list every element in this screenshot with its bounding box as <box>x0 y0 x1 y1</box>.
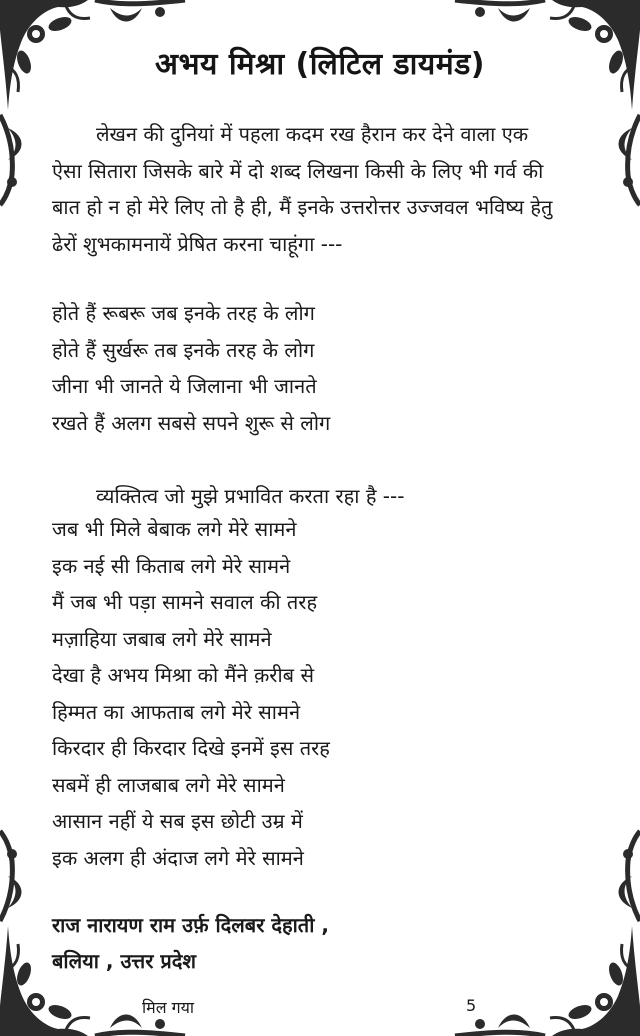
poem-line: होते हैं सुर्खरू तब इनके तरह के लोग <box>52 337 315 362</box>
poem-line: आसान नहीं ये सब इस छोटी उम्र में <box>52 809 303 833</box>
poem-line: देखा है अभय मिश्रा को मैंने क़रीब से <box>52 663 314 687</box>
poem-line: होते हैं रूबरू जब इनके तरह के लोग <box>52 301 315 325</box>
poem-line: इक अलग ही अंदाज लगे मेरे सामने <box>52 845 304 870</box>
intro-line: बात हो न हो मेरे लिए तो है ही, मैं इनके उत्तरोत्तर उज्जवल भविष्य हेतु <box>52 195 553 219</box>
poem-line: मैं जब भी पड़ा सामने सवाल की तरह <box>52 590 318 614</box>
poem-line: रखते हैं अलग सबसे सपने शुरू से लोग <box>52 410 331 435</box>
poem-line: इक नई सी किताब लगे मेरे सामने <box>52 553 291 578</box>
poem-line: हिम्मत का आफताब लगे मेरे सामने <box>52 699 301 724</box>
poem-line: सबमें ही लाजबाब लगे मेरे सामने <box>52 772 285 797</box>
page-number: 5 <box>466 996 477 1015</box>
second-intro <box>52 478 600 515</box>
author-name: राज नारायण राम उर्फ़ दिलबर देहाती , <box>52 913 329 937</box>
poem-line: जीना भी जानते ये जिलाना भी जानते <box>52 374 317 398</box>
intro-line: ऐसा सितारा जिसके बारे में दो शब्द लिखना किसी के लिए भी गर्व की <box>52 158 544 183</box>
second-intro-line: व्यक्तित्व जो मुझे प्रभावित करता रहा है --- <box>96 484 405 508</box>
footer-book-title: मिल गया <box>142 998 195 1017</box>
poem-line: मज़ाहिया जबाब लगे मेरे सामने <box>52 626 272 651</box>
poem-line: जब भी मिले बेबाक लगे मेरे सामने <box>52 517 297 541</box>
second-poem <box>52 511 600 876</box>
author-place: बलिया , उत्तर प्रदेश <box>52 949 196 973</box>
intro-paragraph <box>52 116 600 262</box>
first-poem <box>52 295 600 441</box>
signature-block <box>52 907 329 979</box>
intro-line: ढेरों शुभकामनायें प्रेषित करना चाहूंगा --- <box>52 231 343 256</box>
intro-line: लेखन की दुनियां में पहला कदम रख हैरान कर देने वाला एक <box>96 122 529 146</box>
poem-line: किरदार ही किरदार दिखे इनमें इस तरह <box>52 736 330 760</box>
page-title: अभय मिश्रा (लिटिल डायमंड) <box>155 47 485 82</box>
